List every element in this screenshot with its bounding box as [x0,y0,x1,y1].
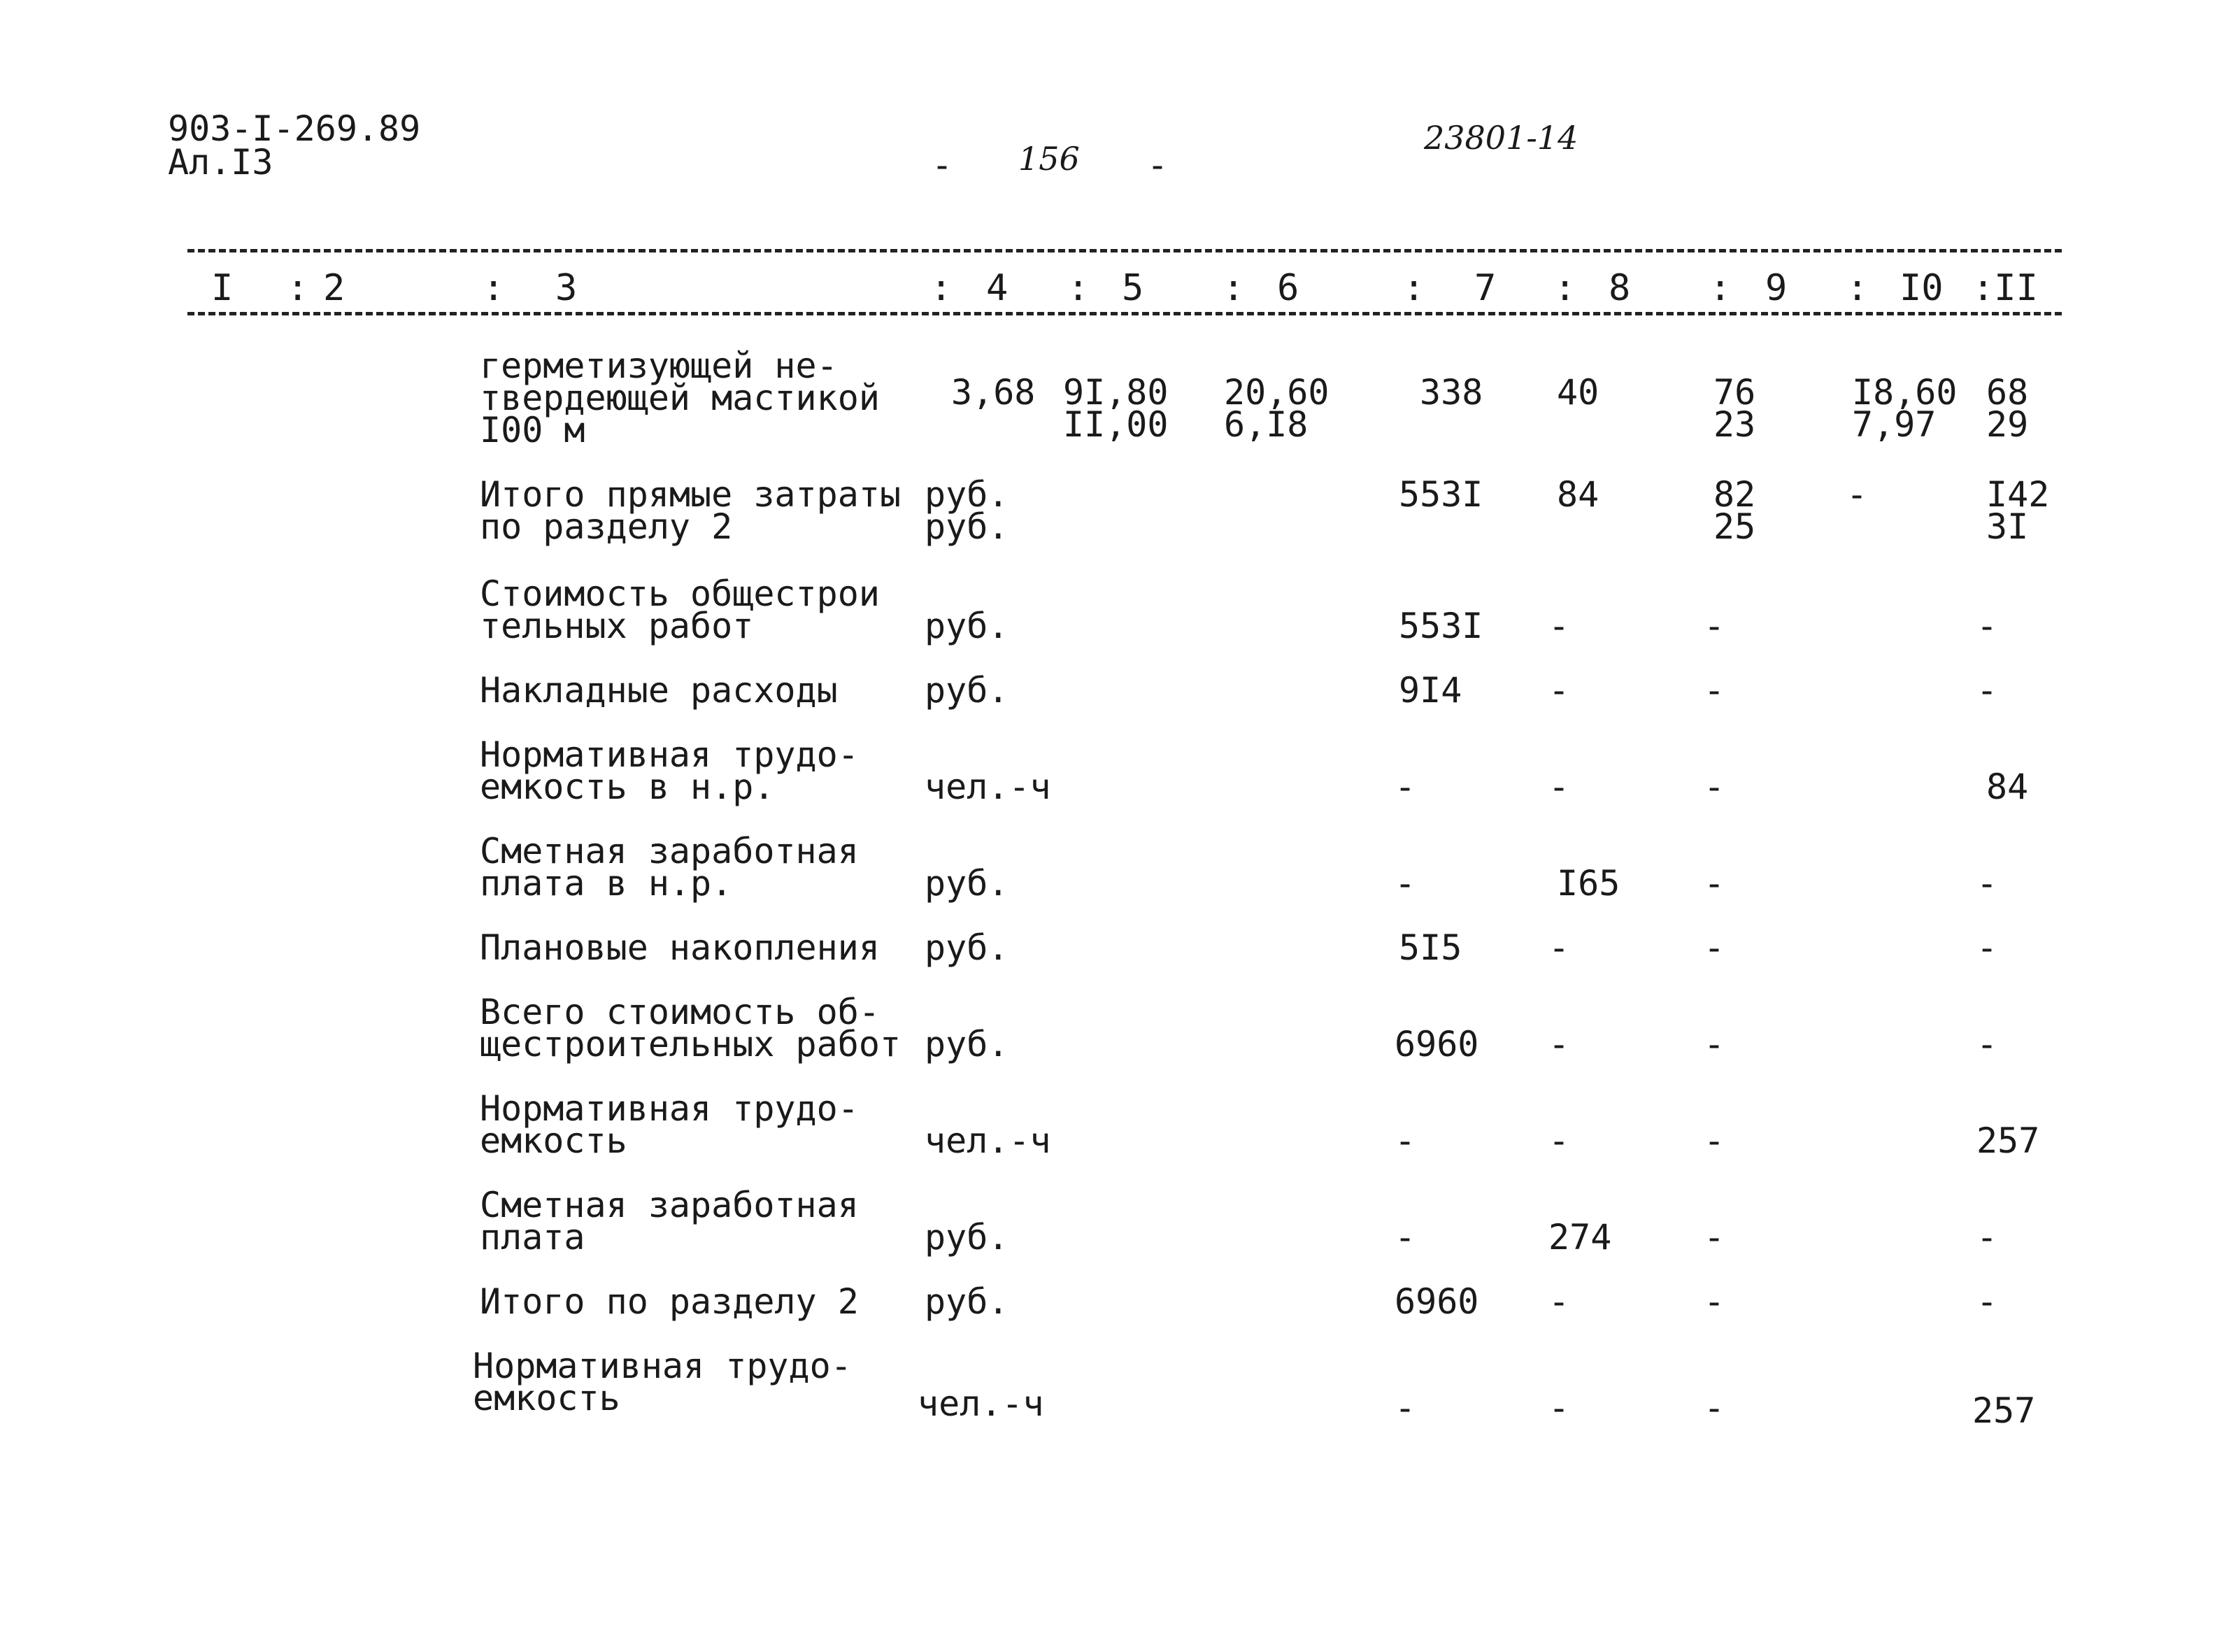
header-sep: : [1403,267,1425,309]
sheet-label: Ал.I3 [168,142,273,183]
cell-col-7: 9I4 [1399,670,1462,711]
cell-col-9: - [1704,1388,1725,1428]
cell-col-11: 257 [1976,1120,2040,1161]
cell-col-9: - [1704,1024,1725,1064]
header-col-1: I [211,267,234,309]
cell-col-11: - [1976,1281,1998,1322]
cell-col-8: - [1548,767,1570,807]
cell-col-11: 257 [1972,1390,2036,1431]
cell-col-9: - [1704,1217,1725,1258]
row-unit: руб. [925,670,1009,711]
cell-col-7: - [1395,1217,1416,1258]
cell-col-11: - [1976,670,1998,711]
header-sep: : [287,267,309,309]
header-sep: : [1223,267,1245,309]
row-name: Плановые накопления [480,927,880,968]
header-col-8: 8 [1609,267,1631,309]
header-col-9: 9 [1765,267,1788,309]
cell-col-9: - [1704,606,1725,646]
cell-col-10: I8,60 7,97 [1852,372,1958,445]
cell-col-8: 274 [1548,1217,1612,1258]
cell-col-5: 9I,80 II,00 [1063,372,1169,445]
cell-col-7: 6960 [1395,1281,1479,1322]
header-sep: : [1709,267,1732,309]
cell-col-10: - [1846,474,1868,515]
cell-col-9: - [1704,767,1725,807]
cell-col-8: 84 [1557,474,1599,515]
row-name: Нормативная трудо- емкость в н.р. [480,734,859,807]
header-col-7: 7 [1474,267,1497,309]
header-sep: : [483,267,505,309]
cell-col-8: - [1548,670,1570,711]
table-top-rule [187,249,2062,252]
header-col-10: I0 [1899,267,1944,309]
row-name: Итого по разделу 2 [480,1281,859,1322]
cell-col-9: 82 25 [1713,474,1756,547]
cell-col-9: - [1704,927,1725,968]
header-col-3: 3 [555,267,578,309]
row-name: герметизующей не- твердеющей мастикой I00 м [480,346,880,450]
row-unit: чел.-ч [918,1383,1044,1424]
cell-col-7: 5I5 [1399,927,1462,968]
cell-col-8: 40 [1557,372,1599,413]
header-sep: : [930,267,953,309]
row-unit: руб. [925,606,1009,646]
cell-col-8: - [1548,1281,1570,1322]
row-unit: руб. [925,1024,1009,1064]
row-unit: руб. [925,863,1009,904]
cell-col-8: - [1548,1024,1570,1064]
cell-col-11: - [1976,1024,1998,1064]
cell-col-9: - [1704,670,1725,711]
cell-col-8: - [1548,1120,1570,1161]
cell-col-7: - [1395,767,1416,807]
cell-col-11: 68 29 [1986,372,2029,445]
cell-col-11: - [1976,927,1998,968]
document-code: 903-I-269.89 [168,108,421,149]
cell-col-7: - [1395,863,1416,904]
header-col-5: 5 [1122,267,1144,309]
cell-col-11: - [1976,1217,1998,1258]
cell-col-8: - [1548,927,1570,968]
cell-col-7: - [1395,1388,1416,1428]
row-unit: чел.-ч [925,767,1051,807]
header-col-6: 6 [1277,267,1299,309]
cell-col-11: I42 3I [1986,474,2050,547]
row-unit: руб. [925,1217,1009,1258]
header-sep: : [1846,267,1869,309]
row-name: Накладные расходы [480,670,838,711]
header-col-4: 4 [986,267,1008,309]
row-name: Сметная заработная плата в н.р. [480,831,859,904]
header-sep: : [1554,267,1576,309]
cell-col-7: 553I [1399,606,1483,646]
cell-col-9: - [1704,863,1725,904]
row-unit: руб. [925,927,1009,968]
cell-col-8: - [1548,606,1570,646]
cell-col-8: - [1548,1388,1570,1428]
header-col-11: :II [1972,267,2038,309]
cell-col-9: - [1704,1281,1725,1322]
cell-col-9: - [1704,1120,1725,1161]
cell-col-11: 84 [1986,767,2029,807]
row-unit: чел.-ч [925,1120,1051,1161]
cell-col-4: 3,68 [951,372,1036,413]
page-dash-left: - [932,145,953,185]
page-number: 156 [1018,140,1080,178]
row-name: Всего стоимость об- щестроительных работ [480,992,901,1064]
cell-col-11: - [1976,606,1998,646]
row-name: Нормативная трудо- емкость [473,1346,852,1418]
cell-col-7: 553I [1399,474,1483,515]
row-name: Стоимость общестрои тельных работ [480,574,880,646]
cell-col-9: 76 23 [1713,372,1756,445]
table-header-rule [187,312,2062,315]
page-dash-right: - [1147,145,1169,185]
header-sep: : [1067,267,1090,309]
cell-col-7: 338 [1420,372,1483,413]
cell-col-7: - [1395,1120,1416,1161]
cell-col-8: I65 [1557,863,1620,904]
inventory-number: 23801-14 [1424,119,1578,157]
row-name: Итого прямые затраты по разделу 2 [480,474,901,547]
cell-col-11: - [1976,863,1998,904]
row-unit: руб. руб. [925,474,1009,547]
cell-col-6: 20,60 6,I8 [1224,372,1330,445]
row-name: Нормативная трудо- емкость [480,1088,859,1161]
cell-col-7: 6960 [1395,1024,1479,1064]
row-unit: руб. [925,1281,1009,1322]
header-col-2: 2 [323,267,345,309]
row-name: Сметная заработная плата [480,1185,859,1258]
